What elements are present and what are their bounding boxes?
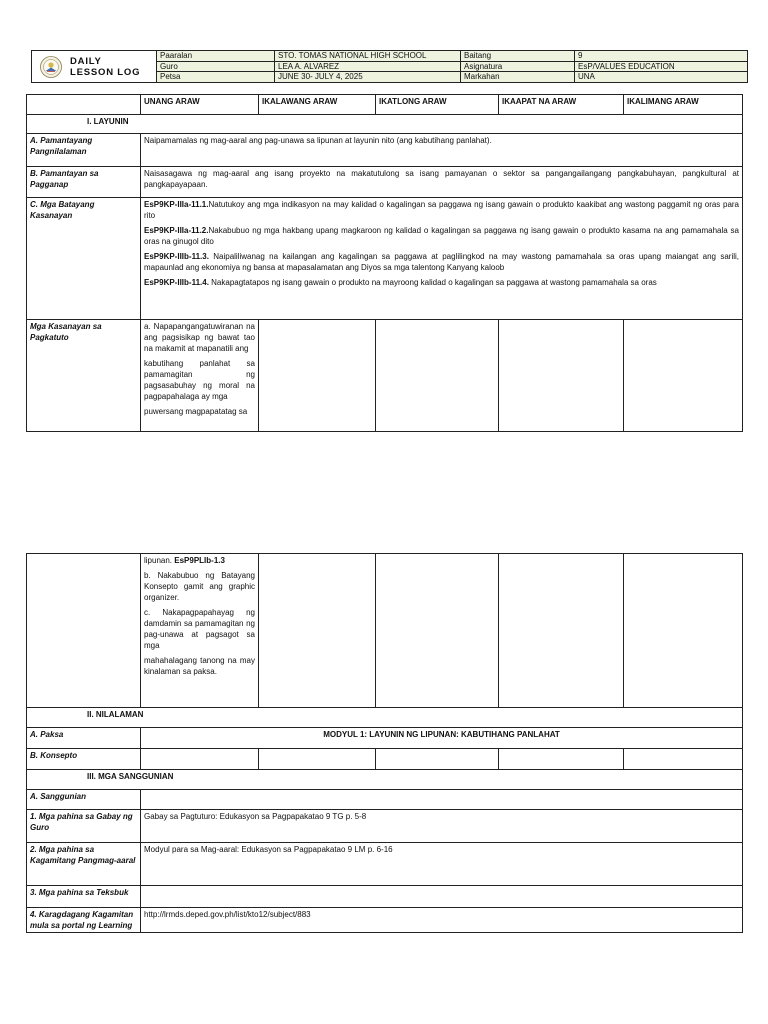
kasanayan-item: [144, 225, 739, 247]
section-nilalaman: II. NILALAMAN: [27, 708, 743, 728]
portal-link[interactable]: http://lrmds.deped.gov.ph/list/kto12/subject/883: [141, 908, 743, 933]
sanggunian-label: A. Sanggunian: [27, 790, 141, 810]
col-ikalawang-araw: IKALAWANG ARAW: [259, 95, 376, 115]
markahan-label: Markahan: [461, 72, 575, 83]
markahan-value: UNA: [575, 72, 748, 83]
empty-cell: [141, 749, 259, 770]
kasanayan-code: EsP9KP-IIIb-11.4.: [144, 278, 209, 287]
pagkatuto-cont-text: lipunan.: [144, 556, 175, 565]
kasanayan-code: EsP9KP-IIIa-11.1.: [144, 200, 209, 209]
empty-cell: [376, 320, 499, 432]
paksa-label: A. Paksa: [27, 728, 141, 749]
asignatura-value: EsP/VALUES EDUCATION: [575, 61, 748, 72]
lesson-table-page1: [26, 94, 743, 432]
guro-label: Guro: [157, 61, 275, 72]
kasanayan-item: [144, 277, 739, 288]
empty-cell: [624, 749, 743, 770]
gabay-text: Gabay sa Pagtuturo: Edukasyon sa Pagpapakatao 9 TG p. 5-8: [141, 810, 743, 843]
header-table: [31, 50, 748, 83]
kasanayan-label: C. Mga Batayang Kasanayan: [27, 198, 141, 320]
empty-cell: [27, 554, 141, 708]
kasanayan-text: Natutukoy ang mga indikasyon na may kalidad o kagalingan sa paggawa ng isang gawain o produkto kaakibat ang wastong paggamit ng oras para rito: [144, 200, 739, 220]
pamantayang-label: A. Pamantayang Pangnilalaman: [27, 134, 141, 167]
pagkatuto-para: a. Napapangangatuwiranan na ang pagsisikap ng bawat tao na makamit at mapanatili ang: [144, 322, 255, 353]
dll-title: [70, 56, 140, 78]
pagkatuto-para: puwersang magpapatatag sa: [144, 407, 248, 416]
empty-cell: [376, 749, 499, 770]
empty-cell: [259, 320, 376, 432]
konsepto-label: B. Konsepto: [27, 749, 141, 770]
asignatura-label: Asignatura: [461, 61, 575, 72]
gabay-label: 1. Mga pahina sa Gabay ng Guro: [27, 810, 141, 843]
kasanayan-item: [144, 251, 739, 273]
paksa-text: MODYUL 1: LAYUNIN NG LIPUNAN: KABUTIHANG PANLAHAT: [141, 728, 743, 749]
pagkatuto-text: [141, 320, 259, 432]
kasanayan-text: Nakabubuo ng mga hakbang upang magkaroon ng kalidad o kagalingan sa paggawa ng isang gawain o produkto kasama na ang pamamahala sa oras na ginugol dito: [144, 226, 739, 246]
kasanayan-item: [144, 199, 739, 221]
section-layunin: I. LAYUNIN: [27, 115, 743, 134]
deped-seal-icon: [40, 56, 62, 78]
logo-cell: [32, 51, 157, 83]
col-ikaapat-na-araw: IKAAPAT NA ARAW: [499, 95, 624, 115]
empty-cell: [259, 749, 376, 770]
lesson-table-page2: [26, 553, 743, 933]
empty-cell: [376, 554, 499, 708]
empty-cell: [499, 749, 624, 770]
kasanayan-code: EsP9KP-IIIa-11.2.: [144, 226, 209, 235]
pagkatuto-cont: [141, 554, 259, 708]
baitang-value: 9: [575, 51, 748, 62]
portal-label: 4. Karagdagang Kagamitan mula sa portal ng Learning: [27, 908, 141, 933]
pamantayang-text: Naipamamalas ng mag-aaral ang pag-unawa sa lipunan at layunin nito (ang kabutihang panlahat).: [141, 134, 743, 167]
petsa-value: JUNE 30- JULY 4, 2025: [275, 72, 461, 83]
kagamitan-label: 2. Mga pahina sa Kagamitang Pangmag-aaral: [27, 843, 141, 886]
col-unang-araw: UNANG ARAW: [141, 95, 259, 115]
empty-cell: [624, 320, 743, 432]
pagkatuto-para: b. Nakabubuo ng Batayang Konsepto gamit ang graphic organizer.: [144, 571, 255, 602]
pagkatuto-para: kabutihang panlahat sa pamamagitan ng pagsasabuhay ng moral na pagpapahalaga ay mga: [144, 359, 255, 401]
empty-cell: [259, 554, 376, 708]
pagkatuto-para: c. Nakapagpapahayag ng damdamin sa pamamagitan ng pag-unawa at pagsagot sa mga: [144, 608, 255, 650]
guro-value: LEA A. ALVAREZ: [275, 61, 461, 72]
dll-title-line1: DAILY: [70, 55, 102, 67]
pagganap-label: B. Pamantayan sa Pagganap: [27, 167, 141, 198]
pagkatuto-label: Mga Kasanayan sa Pagkatuto: [27, 320, 141, 432]
empty-cell: [499, 320, 624, 432]
empty-cell: [141, 886, 743, 908]
baitang-label: Baitang: [461, 51, 575, 62]
kasanayan-text: Nakapagtatapos ng isang gawain o produkto na mayroong kalidad o kagalingan sa paggawa at wastong pamamahala sa oras: [208, 278, 657, 287]
col-ikatlong-araw: IKATLONG ARAW: [376, 95, 499, 115]
col-ikalimang-araw: IKALIMANG ARAW: [624, 95, 743, 115]
kagamitan-text: Modyul para sa Mag-aaral: Edukasyon sa Pagpapakatao 9 LM p. 6-16: [141, 843, 743, 886]
kasanayan-text: Naipaliliwanag na kailangan ang kagalingan sa paggawa at paglilingkod na may wastong pamamahala sa oras upang maiangat ang sarili, mapaunlad ang ekonomiya ng bansa at mapasalamatan ang Diyos sa mga talentong Kanyang kaloob: [144, 252, 739, 272]
section-sanggunian: III. MGA SANGGUNIAN: [27, 770, 743, 790]
dll-title-line2: LESSON LOG: [70, 66, 141, 78]
kasanayan-code: EsP9KP-IIIb-11.3.: [144, 252, 209, 261]
kasanayan-list: [141, 198, 743, 320]
pagganap-text: Naisasagawa ng mag-aaral ang isang proyekto na makatutulong sa isang pamayanan o sektor sa pangangailangang pangkabuhayan, pangkultural at pangkapayapaan.: [141, 167, 743, 198]
pagkatuto-cont-code: EsP9PLIb-1.3: [174, 556, 225, 565]
empty-cell: [141, 790, 743, 810]
teksbuk-label: 3. Mga pahina sa Teksbuk: [27, 886, 141, 908]
paaralan-label: Paaralan: [157, 51, 275, 62]
paaralan-value: STO. TOMAS NATIONAL HIGH SCHOOL: [275, 51, 461, 62]
petsa-label: Petsa: [157, 72, 275, 83]
corner-cell: [27, 95, 141, 115]
empty-cell: [499, 554, 624, 708]
empty-cell: [624, 554, 743, 708]
pagkatuto-para: mahahalagang tanong na may kinalaman sa paksa.: [144, 656, 255, 676]
pagkatuto-cont-line: [144, 555, 255, 566]
